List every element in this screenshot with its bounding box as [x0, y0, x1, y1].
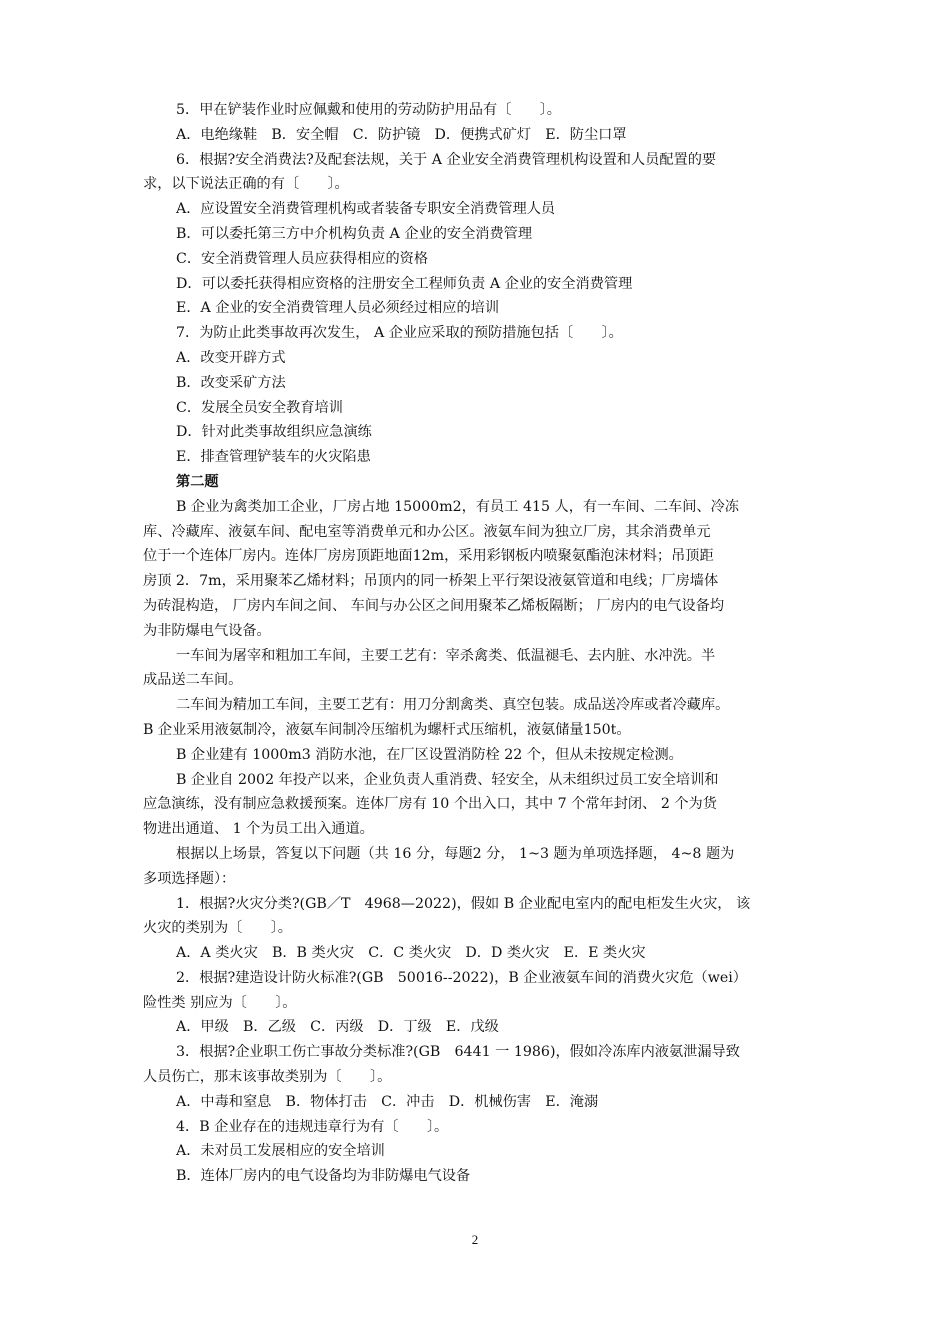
text-line: A．A 类火灾 B．B 类火灾 C．C 类火灾 D．D 类火灾 E．E 类火灾 [176, 945, 646, 962]
text-line: D．针对此类事故组织应急演练 [176, 424, 372, 441]
text-line: 险性类 别应为〔 〕。 [143, 994, 297, 1011]
text-line: B．可以委托第三方中介机构负责 A 企业的安全消费管理 [176, 225, 533, 242]
text-line: 3．根据?企业职工伤亡事故分类标准?(GB 6441 一 1986)，假如冷冻库内液氨泄漏导致 [176, 1044, 740, 1061]
text-line: 二车间为精加工车间，主要工艺有：用刀分割禽类、真空包装。成品送冷库或者冷藏库。 [176, 697, 730, 714]
text-line: C．安全消费管理人员应获得相应的资格 [176, 250, 429, 267]
text-line: A．改变开辟方式 [176, 349, 286, 366]
text-line: 7．为防止此类事故再次发生， A 企业应采取的预防措施包括〔 〕。 [176, 325, 623, 342]
document-body [143, 98, 823, 1189]
text-line: B．连体厂房内的电气设备均为非防爆电气设备 [176, 1168, 471, 1185]
text-line: 为非防爆电气设备。 [143, 622, 271, 639]
text-line: 成品送二车间。 [143, 672, 243, 689]
text-line: 根据以上场景，答复以下问题（共 16 分，每题2 分， 1~3 题为单项选择题， 4~8 题为 [176, 845, 735, 862]
text-line: A．甲级 B．乙级 C．丙级 D．丁级 E．戊级 [176, 1019, 499, 1036]
text-line: B 企业自 2002 年投产以来，企业负责人重消费、轻安全，从未组织过员工安全培训和 [176, 771, 719, 788]
text-line: 6．根据?安全消费法?及配套法规，关于 A 企业安全消费管理机构设置和人员配置的要 [176, 151, 717, 168]
text-line: 为砖混构造， 厂房内车间之间、 车间与办公区之间用聚苯乙烯板隔断； 厂房内的电气设备均 [143, 597, 725, 614]
text-line: 1．根据?火灾分类?(GB／T 4968—2022)，假如 B 企业配电室内的配电柜发生火灾， 该 [176, 895, 751, 912]
text-line: A．未对员工发展相应的安全培训 [176, 1143, 385, 1160]
text-line: 求，以下说法正确的有〔 〕。 [143, 176, 349, 193]
text-line: E．A 企业的安全消费管理人员必须经过相应的培训 [176, 300, 500, 317]
text-line: A．中毒和窒息 B．物体打击 C．冲击 D．机械伤害 E．淹溺 [176, 1093, 599, 1110]
text-line: A．电绝缘鞋 B．安全帽 C．防护镜 D．便携式矿灯 E．防尘口罩 [176, 126, 627, 143]
text-line: 4．B 企业存在的违规违章行为有〔 〕。 [176, 1118, 449, 1135]
text-line: C．发展全员安全教育培训 [176, 399, 343, 416]
text-line: 2．根据?建造设计防火标准?(GB 50016--2022)，B 企业液氨车间的消费火灾危（wei） [176, 969, 747, 986]
text-line: 5．甲在铲装作业时应佩戴和使用的劳动防护用品有〔 〕。 [176, 102, 561, 118]
text-line: 房顶 2．7m，采用聚苯乙烯材料；吊顶内的同一桥架上平行架设液氨管道和电线；厂房墙体 [143, 573, 719, 590]
text-line: B．改变采矿方法 [176, 374, 286, 391]
section-heading: 第二题 [176, 473, 219, 490]
text-line: 火灾的类别为〔 〕。 [143, 920, 292, 937]
text-line: D．可以委托获得相应资格的注册安全工程师负责 A 企业的安全消费管理 [176, 275, 633, 292]
text-line: 应急演练，没有制应急救援预案。连体厂房有 10 个出入口，其中 7 个常年封闭、 2 个为货 [143, 796, 717, 813]
text-line: E．排查管理铲装车的火灾陷患 [176, 449, 371, 466]
text-line: 位于一个连体厂房内。连体厂房房顶距地面12m，采用彩钢板内喷聚氨酯泡沫材料；吊顶距 [143, 548, 714, 565]
text-line: 库、冷藏库、液氨车间、配电室等消费单元和办公区。液氨车间为独立厂房，其余消费单元 [143, 523, 711, 540]
text-line: B 企业为禽类加工企业，厂房占地 15000m2，有员工 415 人，有一车间、二车间、冷冻 [176, 498, 739, 515]
text-line: 一车间为屠宰和粗加工车间，主要工艺有：宰杀禽类、低温褪毛、去内脏、水冲洗。半 [176, 647, 716, 664]
text-line: A．应设置安全消费管理机构或者装备专职安全消费管理人员 [176, 201, 556, 218]
text-line: B 企业建有 1000m3 消防水池，在厂区设置消防栓 22 个，但从未按规定检测。 [176, 746, 683, 763]
text-line: 人员伤亡，那末该事故类别为〔 〕。 [143, 1069, 392, 1086]
text-line: B 企业采用液氨制冷，液氨车间制冷压缩机为螺杆式压缩机，液氨储量150t。 [143, 721, 631, 738]
page-number: 2 [471, 1232, 479, 1247]
text-line: 多项选择题）： [143, 870, 236, 887]
text-line: 物进出通道、 1 个为员工出入通道。 [143, 821, 374, 838]
